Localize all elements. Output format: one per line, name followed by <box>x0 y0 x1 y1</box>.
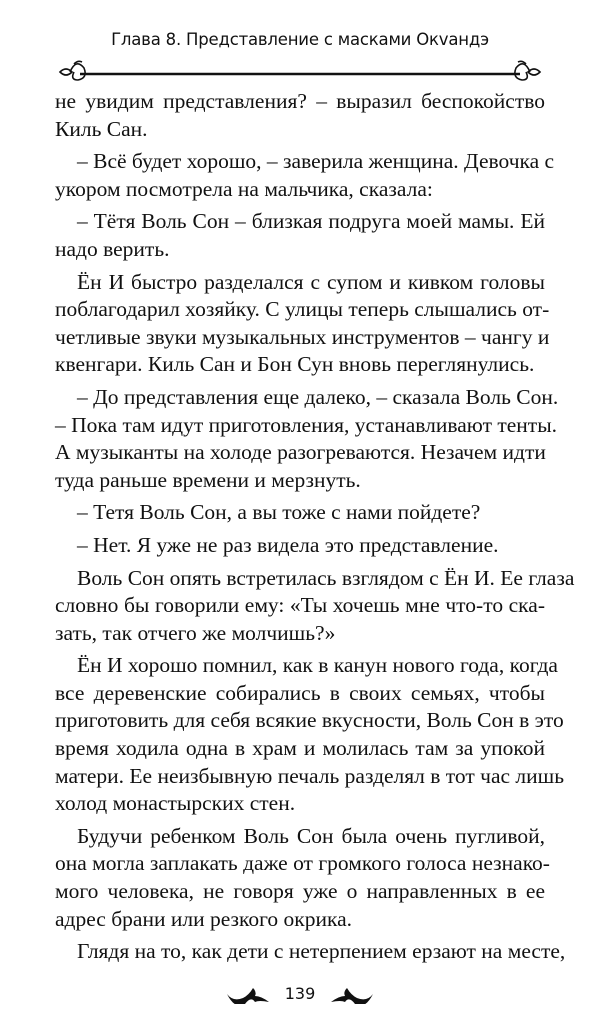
paragraph <box>55 384 559 494</box>
text-line: поблагодарил хозяйку. С улицы теперь слышались от- <box>55 297 550 322</box>
text-line: адрес брани или резкого окрика. <box>55 906 353 931</box>
text-line: – Нет. Я уже не раз видела это представление. <box>77 532 499 557</box>
right-flourish-icon <box>515 61 540 80</box>
text-line: словно бы говорили ему: «Ты хочешь мне что-то ска- <box>55 593 545 618</box>
text-line: зать, так отчего же молчишь?» <box>55 620 336 645</box>
text-line: укором посмотрела на мальчика, сказала: <box>55 176 433 201</box>
paragraph <box>55 652 565 818</box>
page-number: 139 <box>284 983 316 1003</box>
text-line: она могла заплакать даже от громкого голоса незнако- <box>55 851 550 876</box>
paragraph <box>55 88 545 143</box>
text-line: матери. Ее неизбывную печаль разделял в тот час лишь <box>55 763 565 788</box>
header-ornament-rule <box>52 58 548 88</box>
right-footer-flourish-icon <box>329 982 375 1004</box>
text-line: – Пока там идут приготовления, устанавливают тенты. <box>55 412 558 437</box>
text-line: время ходила одна в храм и молилась там за упокой <box>55 736 545 761</box>
text-line: Воль Сон опять встретилась взглядом с Ён И. Ее глаза <box>77 565 575 590</box>
body-text <box>55 88 575 966</box>
paragraph <box>55 938 566 966</box>
text-line: мого человека, не говоря уже о направленных в ее <box>55 879 545 904</box>
text-line: четливые звуки музыкальных инструментов – чангу и <box>55 324 550 349</box>
text-line: Будучи ребенком Воль Сон была очень пугливой, <box>77 823 545 848</box>
text-line: все деревенские собирались в своих семьях, чтобы <box>55 680 545 705</box>
text-line: – Тетя Воль Сон, а вы тоже с нами пойдете? <box>77 500 481 525</box>
text-line: не увидим представления? – выразил беспокойство <box>55 89 545 113</box>
paragraph <box>55 208 545 263</box>
paragraph <box>55 532 545 560</box>
text-line: Ён И быстро разделался с супом и кивком головы <box>77 269 545 294</box>
text-line: – Тётя Воль Сон – близкая подруга моей мамы. Ей <box>77 209 545 234</box>
text-line: холод монастырских стен. <box>55 791 296 816</box>
running-header: Глава 8. Представление с масками Окvандэ <box>111 30 489 49</box>
paragraph <box>55 269 550 379</box>
text-line: Киль Сан. <box>55 116 148 141</box>
paragraph <box>55 499 545 527</box>
text-line: надо верить. <box>55 236 170 261</box>
paragraph <box>55 823 550 933</box>
text-line: приготовить для себя всякие вкусности, Воль Сон в это <box>55 708 564 733</box>
left-flourish-icon <box>60 61 85 80</box>
text-line: – До представления еще далеко, – сказала Воль Сон. <box>77 384 559 409</box>
text-line: Ён И хорошо помнил, как в канун нового года, когда <box>77 653 558 678</box>
text-line: Глядя на то, как дети с нетерпением ерзают на месте, <box>77 939 566 964</box>
left-footer-flourish-icon <box>225 982 271 1004</box>
text-line: туда раньше времени и мерзнуть. <box>55 467 361 492</box>
paragraph <box>55 565 575 648</box>
page-footer <box>0 982 600 1004</box>
text-line: А музыканты на холоде разогреваются. Незачем идти <box>55 440 546 465</box>
paragraph <box>55 148 555 203</box>
text-line: – Всё будет хорошо, – заверила женщина. Девочка с <box>77 149 555 174</box>
text-line: квенгари. Киль Сан и Бон Сун вновь переглянулись. <box>55 352 535 377</box>
